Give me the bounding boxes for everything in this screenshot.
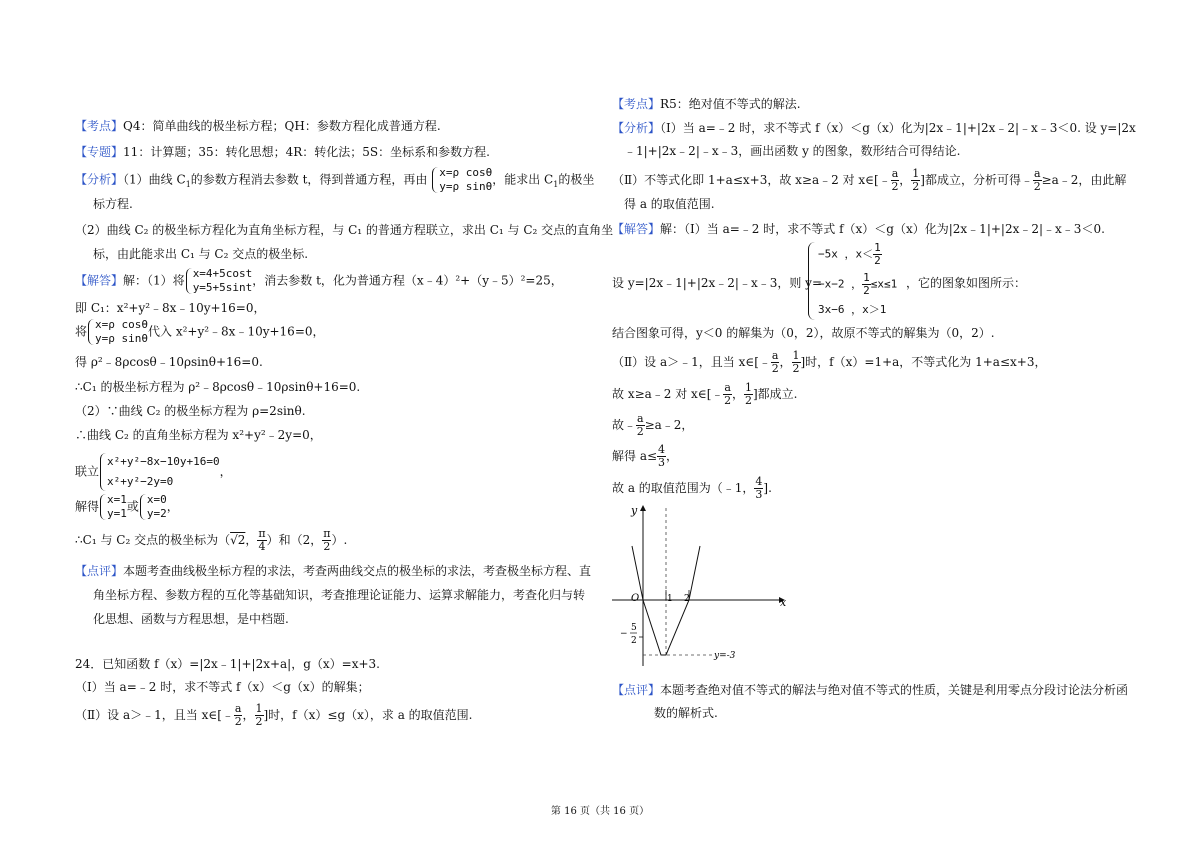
page-footer: 第 16 页（共 16 页） <box>550 806 650 817</box>
kaodian-right: 【考点】R5：绝对值不等式的解法. <box>612 97 801 111</box>
fenxi-right-line1: 【分析】（Ⅰ）当 a=﹣2 时，求不等式 f（x）＜g（x）化为|2x﹣1|+|2x﹣2|﹣x﹣3＜0. 设 y=|2x <box>612 121 1136 135</box>
dianping-right-line2: 数的解析式. <box>654 706 718 720</box>
graph-ylabel: y <box>631 504 638 517</box>
dianping-right-line1: 【点评】本题考查绝对值不等式的解法与绝对值不等式的性质，关键是利用零点分段讨论法分析函 <box>612 683 1129 697</box>
jieda-left-line6: （2）∵曲线 C₂ 的极坐标方程为 ρ=2sinθ. <box>75 404 306 418</box>
jieda-left-line2: 即 C₁：x²+y²﹣8x﹣10y+16=0， <box>75 301 266 315</box>
graph-tick-1: 1 <box>667 594 673 604</box>
graph-tick-2: 2 <box>684 594 690 604</box>
fenxi-right-line3: （Ⅱ）不等式化即 1+a≤x+3，故 x≥a﹣2 对 x∈[﹣ $\frac{a}{2}$ ， $\frac{1}{2}$ ]都成立，分析可得﹣ $\frac{a}{2}$ ≥a﹣2，由此解 <box>612 167 1127 193</box>
piecewise-brace: −5x ，x＜ $\frac{1}{2}$ −x−2 ， $\frac{1}{2}$ ≤x≤1 3x−6 ，x＞1 <box>808 240 904 322</box>
fenxi-left-line3: （2）曲线 C₂ 的极坐标方程化为直角坐标方程，与 C₁ 的普通方程联立，求出 C₁ 与 C₂ 交点的直角坐 <box>75 223 614 237</box>
function-graph <box>612 500 797 668</box>
graph-origin: O <box>631 593 640 604</box>
q24-line1: 24．已知函数 f（x）=|2x﹣1|+|2x+a|，g（x）=x+3. <box>75 657 380 671</box>
fenxi-right-line4: 得 a 的取值范围. <box>624 197 715 211</box>
fenxi-right-line2: ﹣1|+|2x﹣2|﹣x﹣3，画出函数 y 的图象，数形结合可得结论. <box>624 144 961 158</box>
fenxi-left-line2: 标方程. <box>93 197 133 211</box>
jieda-right-line6: 故﹣ $\frac{a}{2}$ ≥a﹣2， <box>612 412 694 438</box>
zhuanti-left: 【专题】11：计算题；35：转化思想；4R：转化法；5S：坐标系和参数方程. <box>75 145 490 159</box>
polar-system: x=ρ cosθ y=ρ sinθ <box>431 166 492 194</box>
dianping-left-line2: 角坐标方程、参数方程的互化等基础知识，考查推理论证能力、运算求解能力，考查化归与转 <box>93 588 586 602</box>
jieda-right-piecewise-post: ，它的图象如图所示： <box>906 276 1027 290</box>
jieda-left-line7: ∴曲线 C₂ 的直角坐标方程为 x²+y²﹣2y=0， <box>75 428 322 442</box>
graph-yneg-num: 5 <box>631 623 637 633</box>
graph-xlabel: x <box>780 596 787 609</box>
jieda-right-line5: 故 x≥a﹣2 对 x∈[﹣ $\frac{a}{2}$ ， $\frac{1}{2}$ ]都成立. <box>612 381 798 407</box>
graph-yneg-sign: − <box>620 629 628 639</box>
jieda-left-line3: 将 x=ρ cosθ y=ρ sinθ代入 x²+y²﹣8x﹣10y+16=0， <box>75 318 325 345</box>
jieda-left-line10: ∴C₁ 与 C₂ 交点的极坐标为（√2， $\frac{\pi}{4}$ ）和（2， $\frac{\pi}{2}$ ）. <box>75 527 348 553</box>
jieda-left-line9: 解得 x=1 y=1或 x=0 y=2， <box>75 493 179 520</box>
dianping-left-line3: 化思想、函数与方程思想，是中档题. <box>93 612 289 626</box>
jieda-right-piecewise: 设 y=|2x﹣1|+|2x﹣2|﹣x﹣3，则 y= <box>612 276 823 290</box>
jieda-left-line5: ∴C₁ 的极坐标方程为 ρ²﹣8ρcosθ﹣10ρsinθ+16=0. <box>75 380 361 394</box>
jieda-left-line8: 联立x²+y²−8x−10y+16=0 x²+y²−2y=0， <box>75 452 232 492</box>
q24-line2: （Ⅰ）当 a=﹣2 时，求不等式 f（x）＜g（x）的解集； <box>75 680 370 694</box>
fenxi-left-line1: 【分析】（1）曲线 $C_1$的参数方程消去参数 t，得到普通方程，再由 x=ρ cosθ y=ρ sinθ，能求出 $C_1$的极坐 <box>75 166 595 193</box>
q24-line3: （Ⅱ）设 a＞﹣1，且当 x∈[﹣ $\frac{a}{2}$ ， $\frac{1}{2}$ ]时，f（x）≤g（x），求 a 的取值范围. <box>75 702 473 728</box>
graph-yneg-den: 2 <box>631 636 637 646</box>
fenxi-left-line4: 标，由此能求出 C₁ 与 C₂ 交点的极坐标. <box>93 247 309 261</box>
kaodian-left: 【考点】Q4：简单曲线的极坐标方程；QH：参数方程化成普通方程. <box>75 119 441 133</box>
jieda-left-line4: 得 ρ²﹣8ρcosθ﹣10ρsinθ+16=0. <box>75 355 263 369</box>
jieda-right-line7: 解得 a≤ $\frac{4}{3}$ ， <box>612 443 679 469</box>
jieda-left-line1: 【解答】解：（1）将 x=4+5cost y=5+5sint，消去参数 t，化为普通方程（x﹣4）²+（y﹣5）²=25， <box>75 267 563 294</box>
jieda-right-line3: 结合图象可得，y＜0 的解集为（0，2），故原不等式的解集为（0，2）. <box>612 326 995 340</box>
jieda-right-line4: （Ⅱ）设 a＞﹣1，且当 x∈[﹣ $\frac{a}{2}$ ， $\frac{1}{2}$ ]时，f（x）=1+a，不等式化为 1+a≤x+3， <box>612 349 1047 375</box>
graph-line-label: y=-3 <box>714 651 736 661</box>
jieda-right-line1: 【解答】解：（Ⅰ）当 a=﹣2 时，求不等式 f（x）＜g（x）化为|2x﹣1|+|2x﹣2|﹣x﹣3＜0. <box>612 222 1105 236</box>
jieda-right-line8: 故 a 的取值范围为（﹣1， $\frac{4}{3}$ ]. <box>612 475 772 501</box>
dianping-left-line1: 【点评】本题考查曲线极坐标方程的求法，考查两曲线交点的极坐标的求法，考查极坐标方程、直 <box>75 564 592 578</box>
